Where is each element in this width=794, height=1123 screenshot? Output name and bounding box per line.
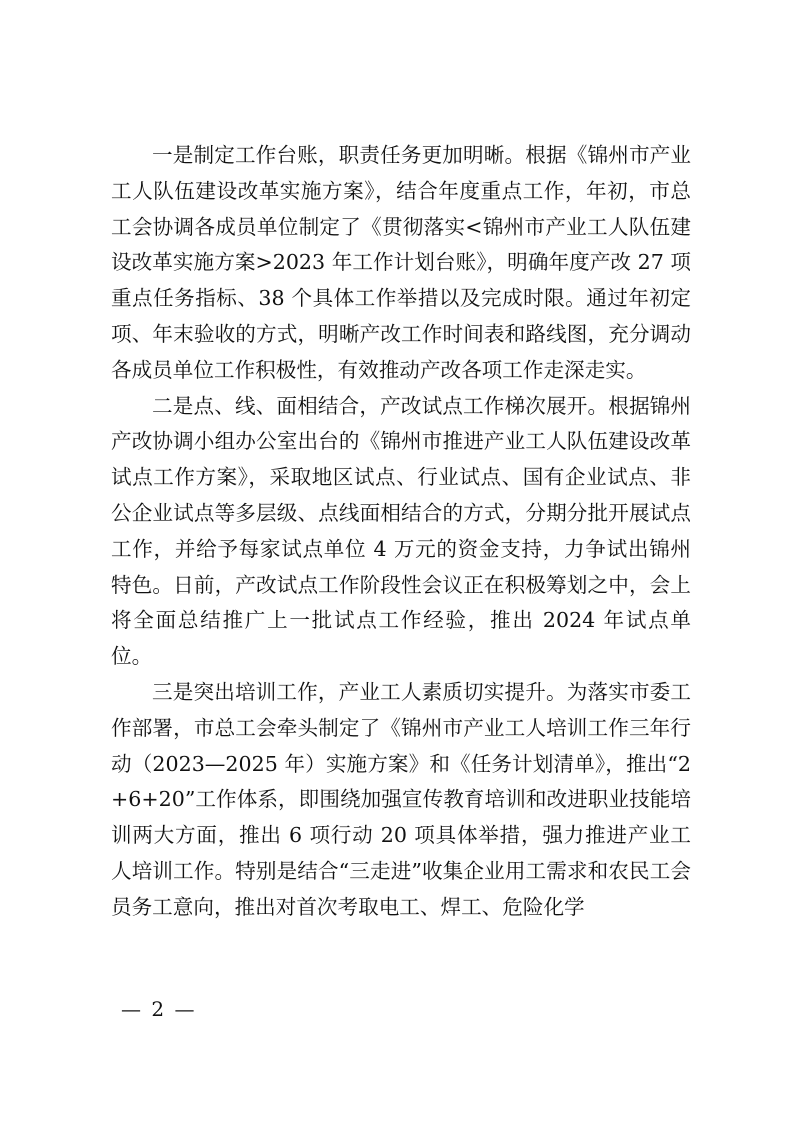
paragraph-2-lead: 二是点、线、面相结合，产改试点工作梯次展开。 xyxy=(152,393,609,418)
paragraph-1 xyxy=(111,138,691,389)
paragraph-2-body: 根据锦州产改协调小组办公室出台的《锦州市推进产业工人队伍建设改革试点工作方案》，采取地区试点、行业试点、国有企业试点、非公企业试点等多层级、点线面相结合的方式，分期分批开展试点工作，并给予每家试点单位 4 万元的资金支持，力争试出锦州特色。日前，产改试点工作阶段性会议正在积极筹划之中，会上将全面总结推广上一批试点工作经验，推出 2024 年试点单位。 xyxy=(111,393,692,669)
paragraph-3-body: 为落实市委工作部署，市总工会牵头制定了《锦州市产业工人培训工作三年行动（2023—2025 年）实施方案》和《任务计划清单》，推出“2+6+20”工作体系，即围绕加强宣传教育培训和改进职业技能培训两大方面，推出 6 项行动 20 项具体举措，强力推进产业工人培训工作。特别是结合“三走进”收集企业用工需求和农民工会员务工意向，推出对首次考取电工、焊工、危险化学 xyxy=(111,679,692,919)
paragraph-1-lead: 一是制定工作台账，职责任务更加明晰。 xyxy=(152,143,526,167)
paragraph-3 xyxy=(111,675,691,926)
paragraph-1-body: 根据《锦州市产业工人队伍建设改革实施方案》，结合年度重点工作，年初，市总工会协调各成员单位制定了《贯彻落实<锦州市产业工人队伍建设改革实施方案>2023 年工作计划台账》，明确年度产改 27 项重点任务指标、38 个具体工作举措以及完成时限。通过年初定项、年末验收的方式，明晰产改工作时间表和路线图，充分调动各成员单位工作积极性，有效推动产改各项工作走深走实。 xyxy=(111,143,692,382)
paragraph-3-lead: 三是突出培训工作，产业工人素质切实提升。 xyxy=(152,679,567,704)
page-number: — 2 — xyxy=(121,997,197,1021)
document-body xyxy=(111,138,691,926)
paragraph-2 xyxy=(111,389,691,675)
